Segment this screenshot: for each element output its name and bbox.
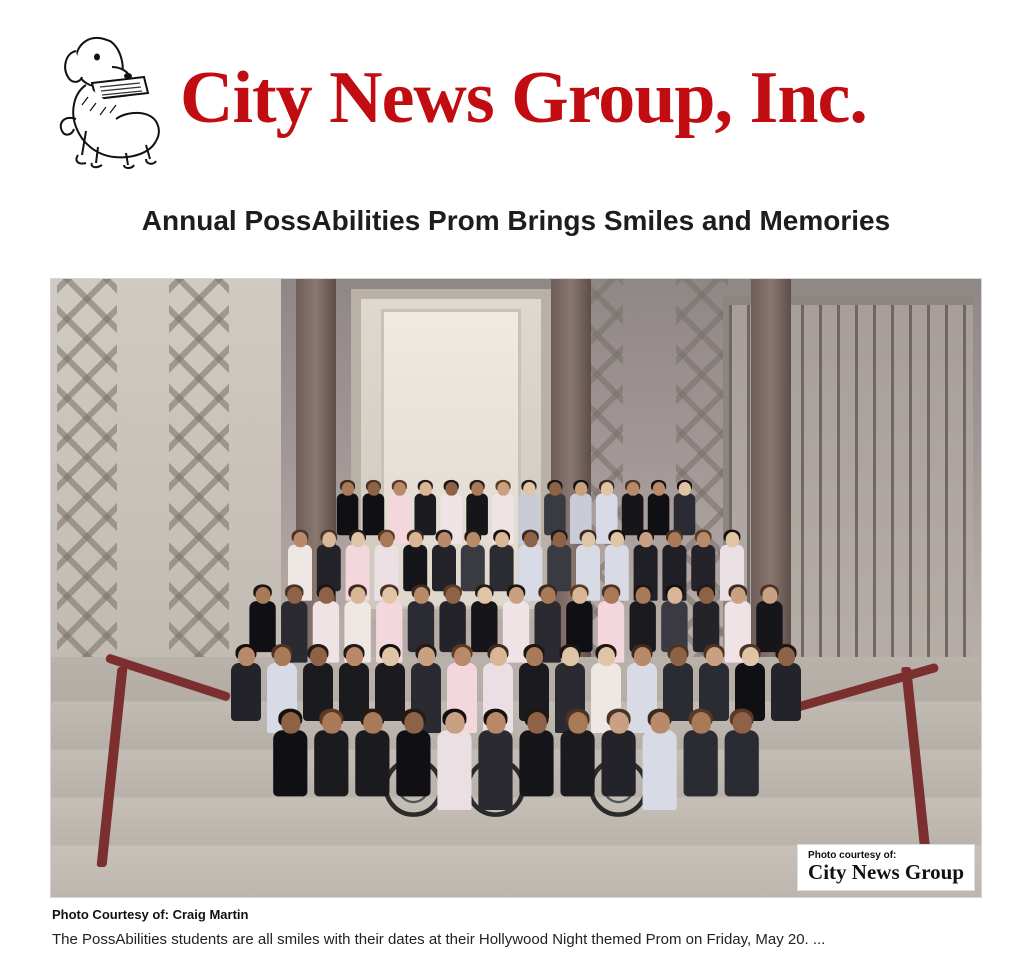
photo-person	[517, 712, 556, 810]
photo-caption: The PossAbilities students are all smiles with their dates at their Hollywood Night themed Prom on Friday, May 20. ...	[52, 930, 826, 948]
photo-watermark	[797, 844, 975, 891]
prom-group-photo	[50, 278, 982, 898]
photo-person	[558, 712, 597, 810]
photo-scene	[51, 279, 981, 897]
masthead	[0, 0, 1032, 178]
photo-person	[640, 712, 679, 810]
photo-watermark-brand: City News Group	[808, 859, 964, 884]
photo-person	[599, 712, 638, 810]
photo-person	[312, 712, 351, 810]
photo-person	[394, 712, 433, 810]
photo-crowd	[51, 412, 981, 842]
photo-person	[271, 712, 310, 810]
masthead-title: City News Group, Inc.	[180, 57, 867, 139]
page-title: Annual PossAbilities Prom Brings Smiles and Memories	[141, 205, 891, 236]
photo-person	[681, 712, 720, 810]
photo-person	[722, 712, 761, 810]
photo-person	[435, 712, 474, 810]
dog-with-newspaper-logo-icon	[52, 27, 174, 169]
photo-credit: Photo Courtesy of: Craig Martin	[52, 906, 249, 922]
photo-watermark-small-text: Photo courtesy of:	[808, 849, 897, 861]
photo-person	[476, 712, 515, 810]
photo-person	[353, 712, 392, 810]
article-photo-container	[50, 278, 982, 898]
